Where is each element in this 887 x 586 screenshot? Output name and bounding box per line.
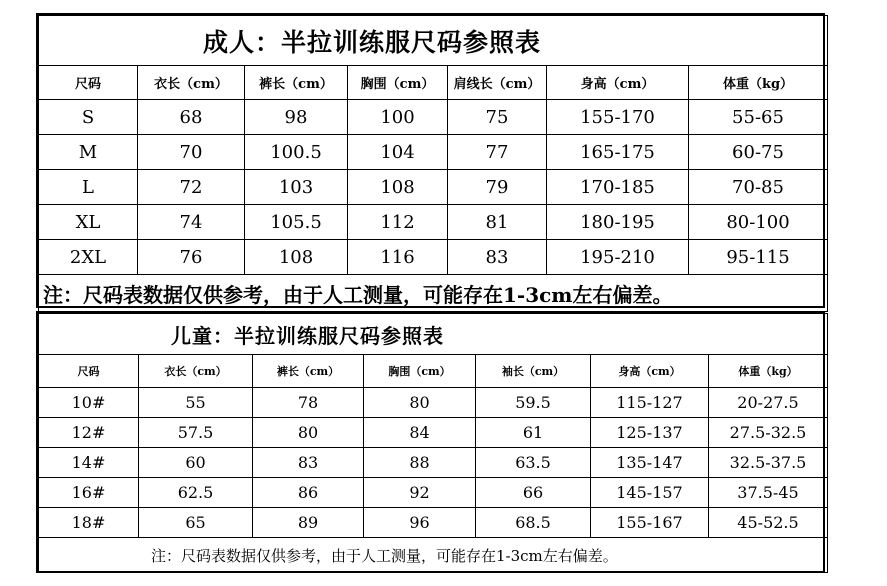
header-height: 身高（cm） [591,355,709,388]
header-chest: 胸围（cm） [348,66,448,100]
child-table-note: 注：尺码表数据仅供参考，由于人工测量，可能存在1-3cm左右偏差。 [39,538,828,573]
cell: 170-185 [547,170,689,205]
table-row [39,240,828,275]
header-pants-length: 裤长（cm） [253,355,364,388]
cell: XL [39,205,138,240]
table-row [39,170,828,205]
child-table-title: 儿童：半拉训练服尺码参照表 [39,314,828,355]
cell: 27.5-32.5 [709,418,828,448]
header-size: 尺码 [39,66,138,100]
adult-size-table [36,13,825,308]
cell: 63.5 [476,448,591,478]
cell: 55-65 [689,100,828,135]
cell: 77 [448,135,547,170]
header-height: 身高（cm） [547,66,689,100]
cell: S [39,100,138,135]
cell: 145-157 [591,478,709,508]
cell: 57.5 [139,418,253,448]
header-size: 尺码 [39,355,139,388]
cell: 108 [348,170,448,205]
cell: 80-100 [689,205,828,240]
cell: 195-210 [547,240,689,275]
cell: 81 [448,205,547,240]
adult-table-note: 注：尺码表数据仅供参考，由于人工测量，可能存在1-3cm左右偏差。 [39,275,828,312]
cell: 86 [253,478,364,508]
header-shoulder: 肩线长（cm） [448,66,547,100]
cell: 103 [245,170,348,205]
adult-header-row [39,66,828,100]
cell: 37.5-45 [709,478,828,508]
cell: L [39,170,138,205]
cell: 80 [364,388,476,418]
cell: 165-175 [547,135,689,170]
cell: 16# [39,478,139,508]
cell: 60 [139,448,253,478]
cell: 72 [138,170,245,205]
cell: 65 [139,508,253,538]
cell: 68 [138,100,245,135]
cell: 70-85 [689,170,828,205]
cell: 12# [39,418,139,448]
table-row [39,388,828,418]
cell: 100.5 [245,135,348,170]
cell: 75 [448,100,547,135]
cell: M [39,135,138,170]
cell: 18# [39,508,139,538]
cell: 55 [139,388,253,418]
cell: 76 [138,240,245,275]
cell: 116 [348,240,448,275]
header-garment-length: 衣长（cm） [138,66,245,100]
cell: 100 [348,100,448,135]
cell: 96 [364,508,476,538]
cell: 78 [253,388,364,418]
cell: 108 [245,240,348,275]
cell: 20-27.5 [709,388,828,418]
table-row [39,448,828,478]
header-weight: 体重（kg） [689,66,828,100]
cell: 89 [253,508,364,538]
cell: 98 [245,100,348,135]
header-chest: 胸围（cm） [364,355,476,388]
table-row [39,205,828,240]
cell: 59.5 [476,388,591,418]
cell: 80 [253,418,364,448]
cell: 112 [348,205,448,240]
cell: 105.5 [245,205,348,240]
cell: 32.5-37.5 [709,448,828,478]
table-row [39,135,828,170]
table-row [39,508,828,538]
child-header-row [39,355,828,388]
cell: 125-137 [591,418,709,448]
header-pants-length: 裤长（cm） [245,66,348,100]
cell: 84 [364,418,476,448]
cell: 92 [364,478,476,508]
cell: 70 [138,135,245,170]
header-weight: 体重（kg） [709,355,828,388]
cell: 45-52.5 [709,508,828,538]
cell: 95-115 [689,240,828,275]
child-size-table [36,311,825,573]
cell: 68.5 [476,508,591,538]
cell: 115-127 [591,388,709,418]
cell: 14# [39,448,139,478]
cell: 60-75 [689,135,828,170]
cell: 104 [348,135,448,170]
table-row [39,478,828,508]
adult-table-title: 成人：半拉训练服尺码参照表 [39,16,828,66]
cell: 88 [364,448,476,478]
cell: 180-195 [547,205,689,240]
cell: 83 [448,240,547,275]
cell: 62.5 [139,478,253,508]
table-row [39,418,828,448]
cell: 155-167 [591,508,709,538]
table-row [39,100,828,135]
cell: 155-170 [547,100,689,135]
cell: 61 [476,418,591,448]
cell: 79 [448,170,547,205]
cell: 135-147 [591,448,709,478]
cell: 10# [39,388,139,418]
cell: 2XL [39,240,138,275]
cell: 66 [476,478,591,508]
header-sleeve: 袖长（cm） [476,355,591,388]
cell: 83 [253,448,364,478]
cell: 74 [138,205,245,240]
header-garment-length: 衣长（cm） [139,355,253,388]
